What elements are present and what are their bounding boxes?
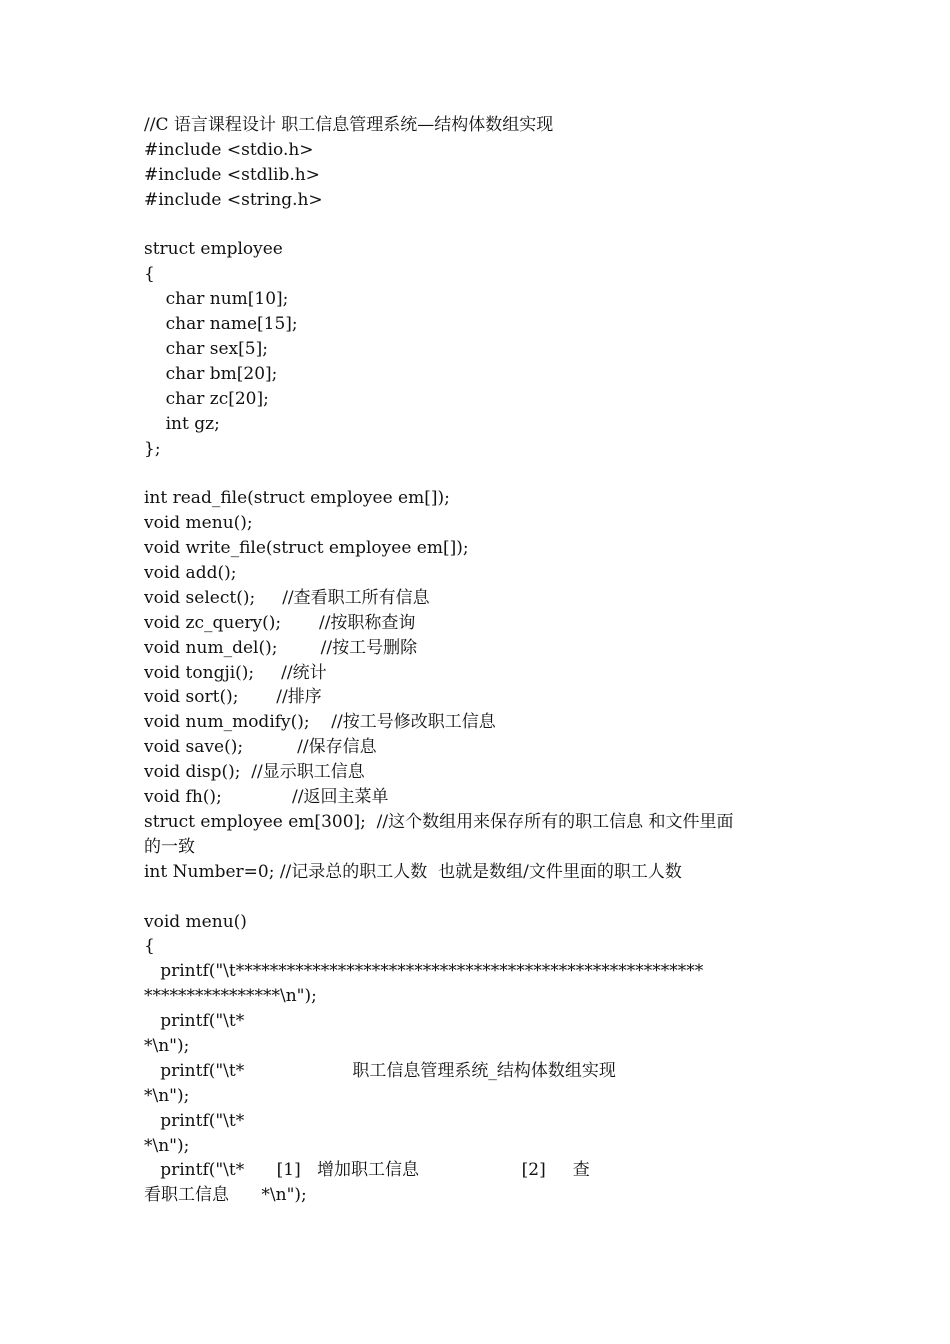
code-line: 的一致 [144, 836, 195, 857]
code-line: void disp(); //显示职工信息 [144, 762, 365, 783]
code-line: void write_file(struct employee em[]); [144, 538, 469, 559]
code-line: *\n"); [144, 1035, 190, 1056]
source-code-listing [144, 113, 808, 1208]
code-line: void select(); //查看职工所有信息 [144, 587, 430, 608]
code-line: #include <stdlib.h> [144, 164, 320, 185]
code-line: *\n"); [144, 1085, 190, 1106]
code-line: 看职工信息 *\n"); [144, 1185, 307, 1206]
code-line: char bm[20]; [144, 363, 278, 384]
code-line: int read_file(struct employee em[]); [144, 488, 450, 509]
code-line [144, 885, 808, 910]
code-line: char num[10]; [144, 289, 289, 310]
code-line: void sort(); //排序 [144, 687, 322, 708]
code-line [144, 213, 808, 238]
code-line: //C 语言课程设计 职工信息管理系统—结构体数组实现 [144, 115, 554, 135]
code-line: void save(); //保存信息 [144, 737, 377, 758]
code-line: }; [144, 438, 161, 459]
code-line: char name[15]; [144, 314, 298, 335]
code-line: *\n"); [144, 1135, 190, 1156]
code-line: char zc[20]; [144, 388, 269, 409]
code-line: void add(); [144, 563, 237, 584]
code-line: printf("\t* [144, 1110, 245, 1131]
code-line: { [144, 264, 155, 285]
code-line: void menu(); [144, 513, 253, 534]
code-line: printf("\t* 职工信息管理系统_结构体数组实现 [144, 1060, 616, 1081]
code-line: int Number=0; //记录总的职工人数 也就是数组/文件里面的职工人数 [144, 861, 682, 882]
code-line: { [144, 936, 155, 957]
code-line: char sex[5]; [144, 339, 268, 360]
code-line: void num_modify(); //按工号修改职工信息 [144, 712, 496, 733]
code-line: ****************\n"); [144, 986, 317, 1007]
code-line: void num_del(); //按工号删除 [144, 637, 418, 658]
code-line [144, 461, 808, 486]
code-line: void zc_query(); //按职称查询 [144, 612, 416, 633]
code-line: void tongji(); //统计 [144, 662, 327, 683]
code-line: printf("\t* [144, 1011, 245, 1032]
code-line: #include <string.h> [144, 189, 323, 210]
code-line: printf("\t******************************************************* [144, 961, 704, 982]
code-line: void fh(); //返回主菜单 [144, 787, 389, 808]
code-line: void menu() [144, 911, 247, 932]
code-line: struct employee em[300]; //这个数组用来保存所有的职工信息 和文件里面 [144, 811, 734, 832]
code-line: struct employee [144, 239, 283, 260]
code-line: int gz; [144, 413, 220, 434]
code-line: printf("\t* [1] 增加职工信息 [2] 查 [144, 1160, 590, 1181]
code-line: #include <stdio.h> [144, 139, 314, 160]
